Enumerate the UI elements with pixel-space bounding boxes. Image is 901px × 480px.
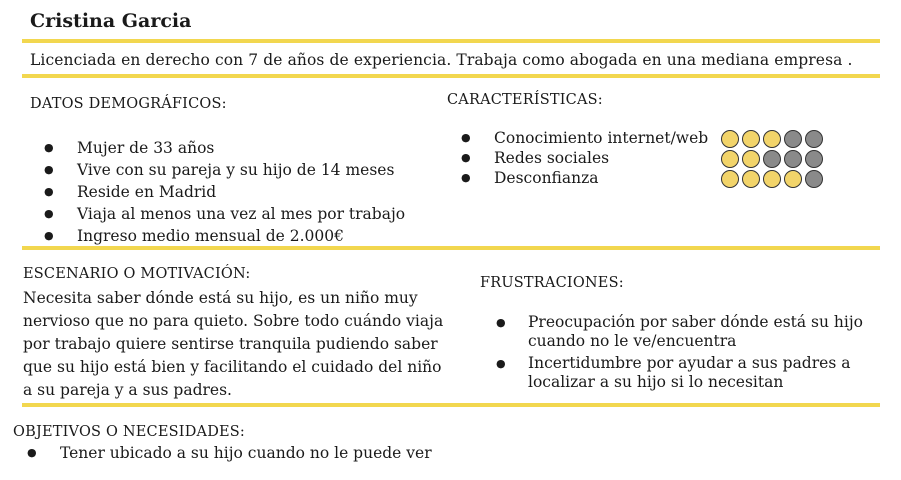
scenario-line: nervioso que no para quieto. Sobre todo cuándo viaja xyxy=(23,312,444,330)
list-item: ● Reside en Madrid xyxy=(30,181,405,203)
divider xyxy=(22,246,880,250)
rating-dot-filled xyxy=(742,150,760,168)
list-item-line: cuando no le ve/encuentra xyxy=(528,332,737,350)
rating-dot-empty xyxy=(784,130,802,148)
list-item-line: ● Preocupación por saber dónde está su hijo xyxy=(528,313,863,331)
rating-dots xyxy=(721,129,823,189)
list-item: ● Conocimiento internet/web xyxy=(447,128,708,148)
characteristics-title: CARACTERÍSTICAS: xyxy=(447,92,603,108)
frustrations-list xyxy=(481,313,863,395)
list-item xyxy=(481,354,863,392)
goals-list xyxy=(13,442,432,464)
scenario-line: que su hijo está bien y facilitando el cuidado del niño xyxy=(23,358,442,376)
scenario-line: a su pareja y a sus padres. xyxy=(23,381,232,399)
rating-dot-filled xyxy=(721,150,739,168)
rating-dot-empty xyxy=(805,150,823,168)
scenario-line: Necesita saber dónde está su hijo, es un niño muy xyxy=(23,289,418,307)
rating-dot-filled xyxy=(742,130,760,148)
list-item: ● Mujer de 33 años xyxy=(30,137,405,159)
divider xyxy=(22,403,880,407)
divider xyxy=(22,74,880,78)
demographics-list xyxy=(30,137,405,247)
rating-row xyxy=(721,129,823,149)
rating-dot-filled xyxy=(763,130,781,148)
list-item-line: ● Incertidumbre por ayudar a sus padres a xyxy=(528,354,851,372)
list-item: ● Ingreso medio mensual de 2.000€ xyxy=(30,225,405,247)
rating-row xyxy=(721,169,823,189)
list-item-line: localizar a su hijo si lo necesitan xyxy=(528,373,784,391)
rating-dot-filled xyxy=(784,170,802,188)
rating-row xyxy=(721,149,823,169)
rating-dot-empty xyxy=(805,130,823,148)
list-item: ● Tener ubicado a su hijo cuando no le puede ver xyxy=(13,442,432,464)
divider xyxy=(22,39,880,43)
characteristics-list xyxy=(447,128,708,188)
list-item: ● Desconfianza xyxy=(447,168,708,188)
goals-title: OBJETIVOS O NECESIDADES: xyxy=(13,424,246,440)
scenario-title: ESCENARIO O MOTIVACIÓN: xyxy=(23,266,251,282)
list-item: ● Redes sociales xyxy=(447,148,708,168)
list-item xyxy=(481,313,863,351)
rating-dot-filled xyxy=(721,170,739,188)
persona-bio: Licenciada en derecho con 7 de años de experiencia. Trabaja como abogada en una mediana empresa . xyxy=(30,51,853,69)
rating-dot-filled xyxy=(742,170,760,188)
frustrations-title: FRUSTRACIONES: xyxy=(480,275,624,291)
rating-dot-filled xyxy=(763,170,781,188)
list-item: ● Viaja al menos una vez al mes por trabajo xyxy=(30,203,405,225)
rating-dot-empty xyxy=(763,150,781,168)
demographics-title: DATOS DEMOGRÁFICOS: xyxy=(30,96,227,112)
rating-dot-empty xyxy=(784,150,802,168)
scenario-text xyxy=(23,287,443,402)
scenario-line: por trabajo quiere sentirse tranquila pudiendo saber xyxy=(23,335,438,353)
persona-name: Cristina Garcia xyxy=(30,10,192,32)
rating-dot-filled xyxy=(721,130,739,148)
rating-dot-empty xyxy=(805,170,823,188)
list-item: ● Vive con su pareja y su hijo de 14 meses xyxy=(30,159,405,181)
